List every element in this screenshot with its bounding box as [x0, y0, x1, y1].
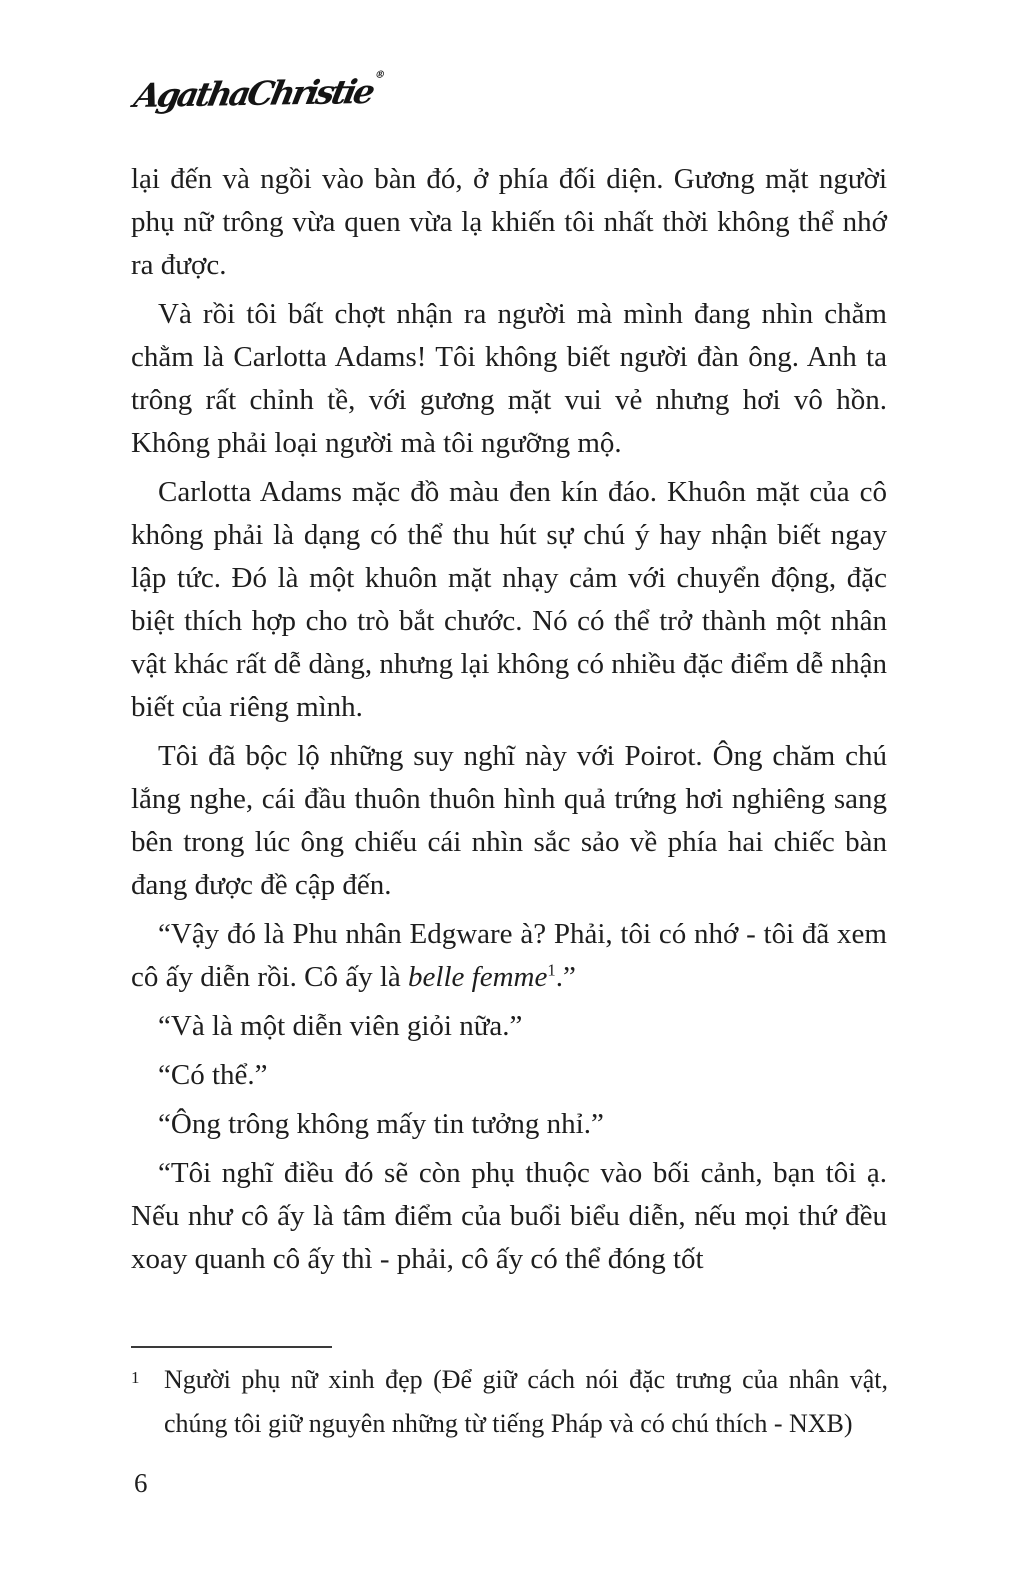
french-phrase: belle femme	[408, 961, 548, 993]
dialogue-line: “Ông trông không mấy tin tưởng nhỉ.”	[158, 1108, 604, 1140]
logo-text: AgathaChristie	[131, 71, 376, 115]
paragraph-with-footnote-ref	[131, 913, 887, 999]
paragraph-text: “Vậy đó là Phu nhân Edgware à? Phải, tôi có nhớ - tôi đã xem cô ấy diễn rồi. Cô ấy là	[131, 918, 887, 993]
paragraph: “Tôi nghĩ điều đó sẽ còn phụ thuộc vào bối cảnh, bạn tôi ạ. Nếu như cô ấy là tâm điểm của buổi biểu diễn, nếu mọi thứ đều xoay quanh cô ấy thì - phải, cô ấy có thể đóng tốt	[131, 1157, 887, 1275]
page-number: 6	[134, 1468, 148, 1498]
footnote-text: Người phụ nữ xinh đẹp (Để giữ cách nói đặc trưng của nhân vật, chúng tôi giữ nguyên những từ tiếng Pháp và có chú thích - NXB)	[164, 1365, 888, 1438]
registered-trademark-icon: ®	[373, 69, 387, 81]
publisher-logo	[131, 69, 887, 120]
agatha-christie-signature-logo	[131, 69, 387, 115]
paragraph: Tôi đã bộc lộ những suy nghĩ này với Poirot. Ông chăm chú lắng nghe, cái đầu thuôn thuôn hình quả trứng hơi nghiêng sang bên trong lúc ông chiếu cái nhìn sắc sảo về phía hai chiếc bàn đang được đề cập đến.	[131, 740, 887, 901]
dialogue-line: “Và là một diễn viên giỏi nữa.”	[158, 1010, 523, 1042]
footnote	[131, 1358, 888, 1446]
page-body-text	[131, 158, 887, 1281]
paragraph-continuation: lại đến và ngồi vào bàn đó, ở phía đối diện. Gương mặt người phụ nữ trông vừa quen vừa lạ khiến tôi nhất thời không thể nhớ ra được.	[131, 163, 887, 281]
footnote-marker: 1	[131, 1368, 140, 1387]
footnote-divider	[131, 1346, 332, 1348]
footnote-reference: 1	[547, 960, 556, 980]
paragraph: Carlotta Adams mặc đồ màu đen kín đáo. Khuôn mặt của cô không phải là dạng có thể thu hút sự chú ý hay nhận biết ngay lập tức. Đó là một khuôn mặt nhạy cảm với chuyển động, đặc biệt thích hợp cho trò bắt chước. Nó có thể trở thành một nhân vật khác rất dễ dàng, nhưng lại không có nhiều đặc điểm dễ nhận biết của riêng mình.	[131, 476, 887, 723]
dialogue-line: “Có thể.”	[158, 1059, 268, 1091]
paragraph-text: .”	[555, 961, 576, 993]
paragraph: Và rồi tôi bất chợt nhận ra người mà mình đang nhìn chằm chằm là Carlotta Adams! Tôi không biết người đàn ông. Anh ta trông rất chỉnh tề, với gương mặt vui vẻ nhưng hơi vô hồn. Không phải loại người mà tôi ngưỡng mộ.	[131, 298, 887, 459]
